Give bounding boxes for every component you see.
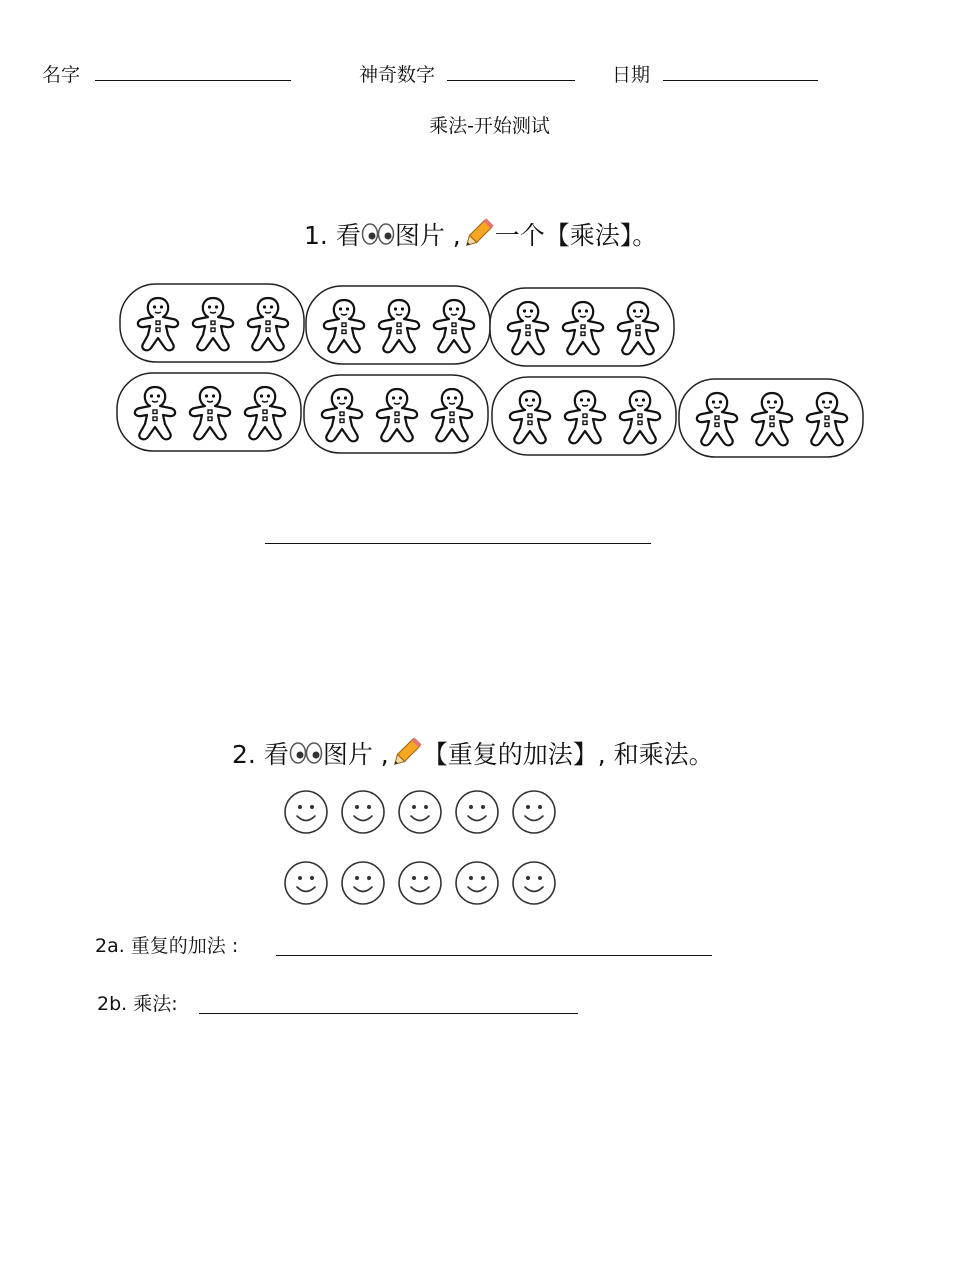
magic-number-blank[interactable] [447, 80, 575, 81]
gingerbread-group [490, 288, 674, 366]
answer-2b-blank[interactable] [199, 1013, 578, 1014]
smiley-face-icon [399, 791, 441, 833]
gingerbread-groups [0, 270, 979, 470]
date-label: 日期 [612, 64, 651, 86]
name-blank[interactable] [95, 80, 291, 81]
answer-1-blank[interactable] [265, 543, 651, 544]
question-1-text-b: 图片 , [394, 221, 461, 250]
eyes-icon [361, 222, 395, 252]
smiley-groups [270, 785, 580, 915]
gingerbread-group [492, 377, 676, 455]
gingerbread-group [679, 379, 863, 457]
smiley-face-icon [513, 862, 555, 904]
name-label: 名字 [42, 64, 81, 86]
smiley-face-icon [342, 862, 384, 904]
gingerbread-group [306, 286, 490, 364]
question-1-text-a: 看 [335, 221, 361, 250]
question-1-number: 1. [304, 221, 328, 250]
gingerbread-group [120, 284, 304, 362]
question-2-text-b: 图片 , [322, 740, 389, 769]
smiley-face-icon [399, 862, 441, 904]
pencil-icon [461, 217, 495, 257]
answer-2a-blank[interactable] [276, 955, 712, 956]
question-1-prompt [304, 216, 657, 257]
date-blank[interactable] [663, 80, 818, 81]
smiley-face-icon [342, 791, 384, 833]
smiley-face-icon [513, 791, 555, 833]
question-2b-label: 2b. 乘法: [97, 993, 178, 1015]
smiley-face-icon [285, 862, 327, 904]
gingerbread-group [304, 375, 488, 453]
question-2-prompt [232, 735, 714, 776]
question-2a-label: 2a. 重复的加法 : [95, 935, 239, 957]
gingerbread-group [117, 373, 301, 451]
smiley-face-icon [285, 791, 327, 833]
pencil-icon [389, 736, 423, 776]
question-2-number: 2. [232, 740, 256, 769]
eyes-icon [289, 741, 323, 771]
question-1-text-c: 一个【乘法】。 [494, 221, 658, 250]
magic-number-label: 神奇数字 [359, 64, 436, 86]
smiley-face-icon [456, 862, 498, 904]
page-title: 乘法-开始测试 [429, 115, 550, 137]
question-2-text-a: 看 [263, 740, 289, 769]
question-2-text-c: 【重复的加法】, 和乘法。 [422, 740, 714, 769]
smiley-face-icon [456, 791, 498, 833]
